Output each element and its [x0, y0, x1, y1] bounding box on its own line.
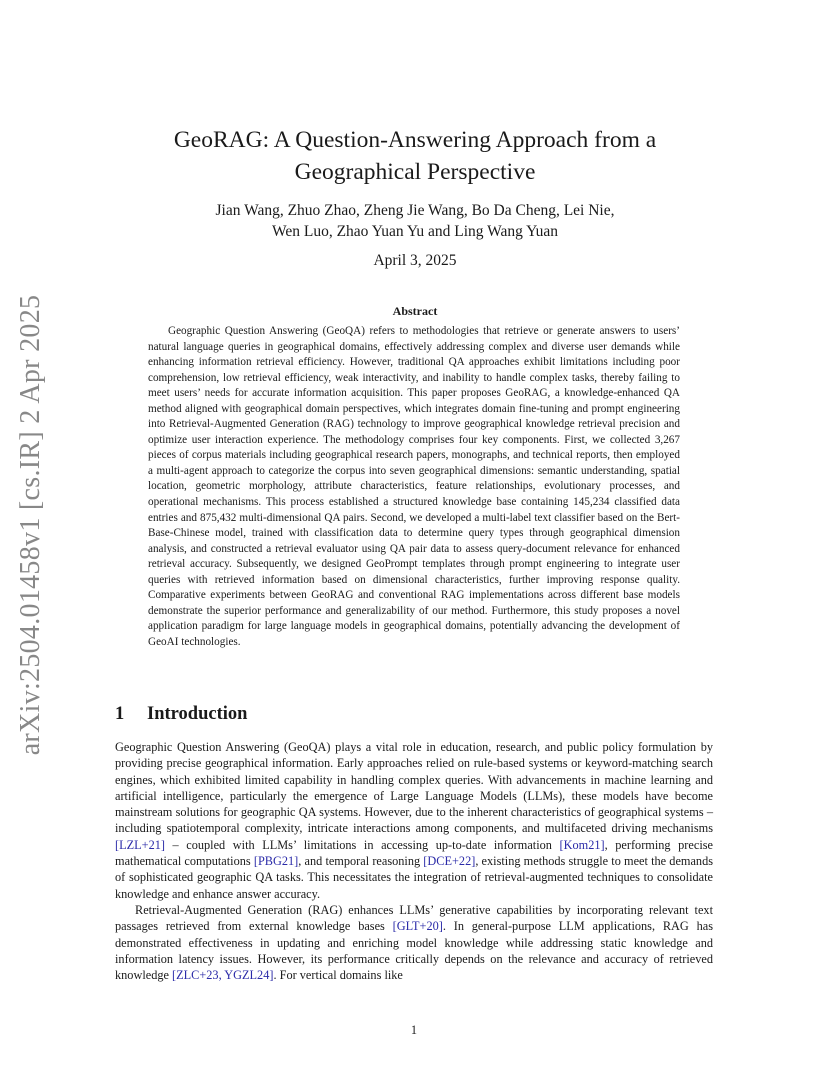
citation-link[interactable]: [Kom21]	[559, 837, 605, 852]
paragraph-text: Geographic Question Answering (GeoQA) plays a vital role in education, research, and public policy formulation by providing precise geographical information. Early approaches relied on rule-based systems or keyword-matching search engines, which exhibited limited capability in handling complex queries. With advancements in machine learning and artificial intelligence, particularly the emergence of Large Language Models (LLMs), these models have become mainstream solutions for geographic QA systems. However, due to the inherent characteristics of geographical systems – including spatiotemporal complexity, intricate interactions among components, and multifaceted driving mechanisms	[115, 740, 713, 836]
arxiv-identifier: arXiv:2504.01458v1 [cs.IR] 2 Apr 2025	[15, 294, 46, 756]
paragraph-text: , and temporal reasoning	[298, 854, 424, 869]
paragraph	[115, 902, 713, 983]
abstract-body: Geographic Question Answering (GeoQA) refers to methodologies that retrieve or generate answers to users’ natural language queries in geographical domains, effectively addressing complex and diverse user demands while enhancing information retrieval efficiency. However, traditional QA approaches exhibit limitations including poor comprehension, low retrieval efficiency, weak interactivity, and inability to handle complex tasks, thereby failing to meet users’ needs for accurate information acquisition. This paper proposes GeoRAG, a knowledge-enhanced QA method aligned with geographical domain perspectives, which integrates domain fine-tuning and prompt engineering into Retrieval-Augmented Generation (RAG) technology to improve geographical knowledge retrieval precision and optimize user interaction experience. The methodology comprises four key components. First, we collected 3,267 pieces of corpus materials including geographical research papers, monographs, and technical reports, then employed a multi-agent approach to categorize the corpus into seven geographical dimensions: semantic understanding, spatial location, geometric morphology, attribute characteristics, feature relationships, evolutionary processes, and operational mechanisms. This process established a structured knowledge base containing 145,234 classified data entries and 875,432 multi-dimensional QA pairs. Second, we developed a multi-label text classifier based on the Bert-Base-Chinese model, trained with classification data to determine query types through geographical dimension analysis, and constructed a retrieval evaluator using QA pair data to assess query-document relevance for enhanced retrieval accuracy. Subsequently, we designed GeoPrompt templates through prompt engineering to integrate user queries with retrieved information based on dimensional characteristics, further improving response quality. Comparative experiments between GeoRAG and conventional RAG implementations across different base models demonstrate the superior performance and generalizability of our method. Furthermore, this study proposes a novel application paradigm for large language models in geographical domains, potentially advancing the development of GeoAI technologies.	[148, 325, 680, 648]
introduction-body	[115, 739, 713, 983]
section-number: 1	[115, 704, 125, 724]
title-line-2: Geographical Perspective	[294, 159, 536, 185]
paragraph-text: , performing precise mathematical computations	[115, 837, 713, 869]
author-list	[140, 200, 690, 242]
title-line-1: GeoRAG: A Question-Answering Approach from a	[173, 127, 657, 153]
section-heading-introduction	[115, 704, 247, 725]
citation-link[interactable]: [LZL+21]	[115, 837, 165, 852]
paragraph-text: , existing methods struggle to meet the demands of sophisticated geographic QA tasks. This necessitates the integration of retrieval-augmented techniques to consolidate knowledge and enhance answer accuracy.	[115, 854, 714, 901]
paragraph-text: – coupled with LLMs’ limitations in accessing up-to-date information	[164, 837, 560, 852]
citation-link[interactable]: [GLT+20]	[392, 919, 443, 934]
citation-link[interactable]: [ZLC+23, YGZL24]	[172, 968, 274, 983]
publication-date: April 3, 2025	[373, 252, 457, 269]
authors-line-2: Wen Luo, Zhao Yuan Yu and Ling Wang Yuan	[271, 223, 559, 240]
paragraph-text: . In general-purpose LLM applications, RAG has demonstrated effectiveness in updating and enriching model knowledge while addressing static knowledge and information latency issues. However, its performance critically depends on the relevance and accuracy of retrieved knowledge	[115, 919, 713, 983]
page-number: 1	[410, 1023, 418, 1037]
paper-title	[140, 124, 690, 188]
authors-line-1: Jian Wang, Zhuo Zhao, Zheng Jie Wang, Bo Da Cheng, Lei Nie,	[215, 202, 615, 219]
citation-link[interactable]: [DCE+22]	[423, 854, 476, 869]
abstract-heading: Abstract	[392, 304, 438, 318]
paragraph	[115, 739, 713, 902]
paragraph-text: . For vertical domains like	[273, 968, 403, 983]
arxiv-watermark	[6, 294, 56, 756]
section-title: Introduction	[147, 704, 248, 724]
paragraph-text: Retrieval-Augmented Generation (RAG) enhances LLMs’ generative capabilities by incorporating relevant text passages retrieved from external knowledge bases	[115, 902, 713, 934]
citation-link[interactable]: [PBG21]	[253, 854, 299, 869]
